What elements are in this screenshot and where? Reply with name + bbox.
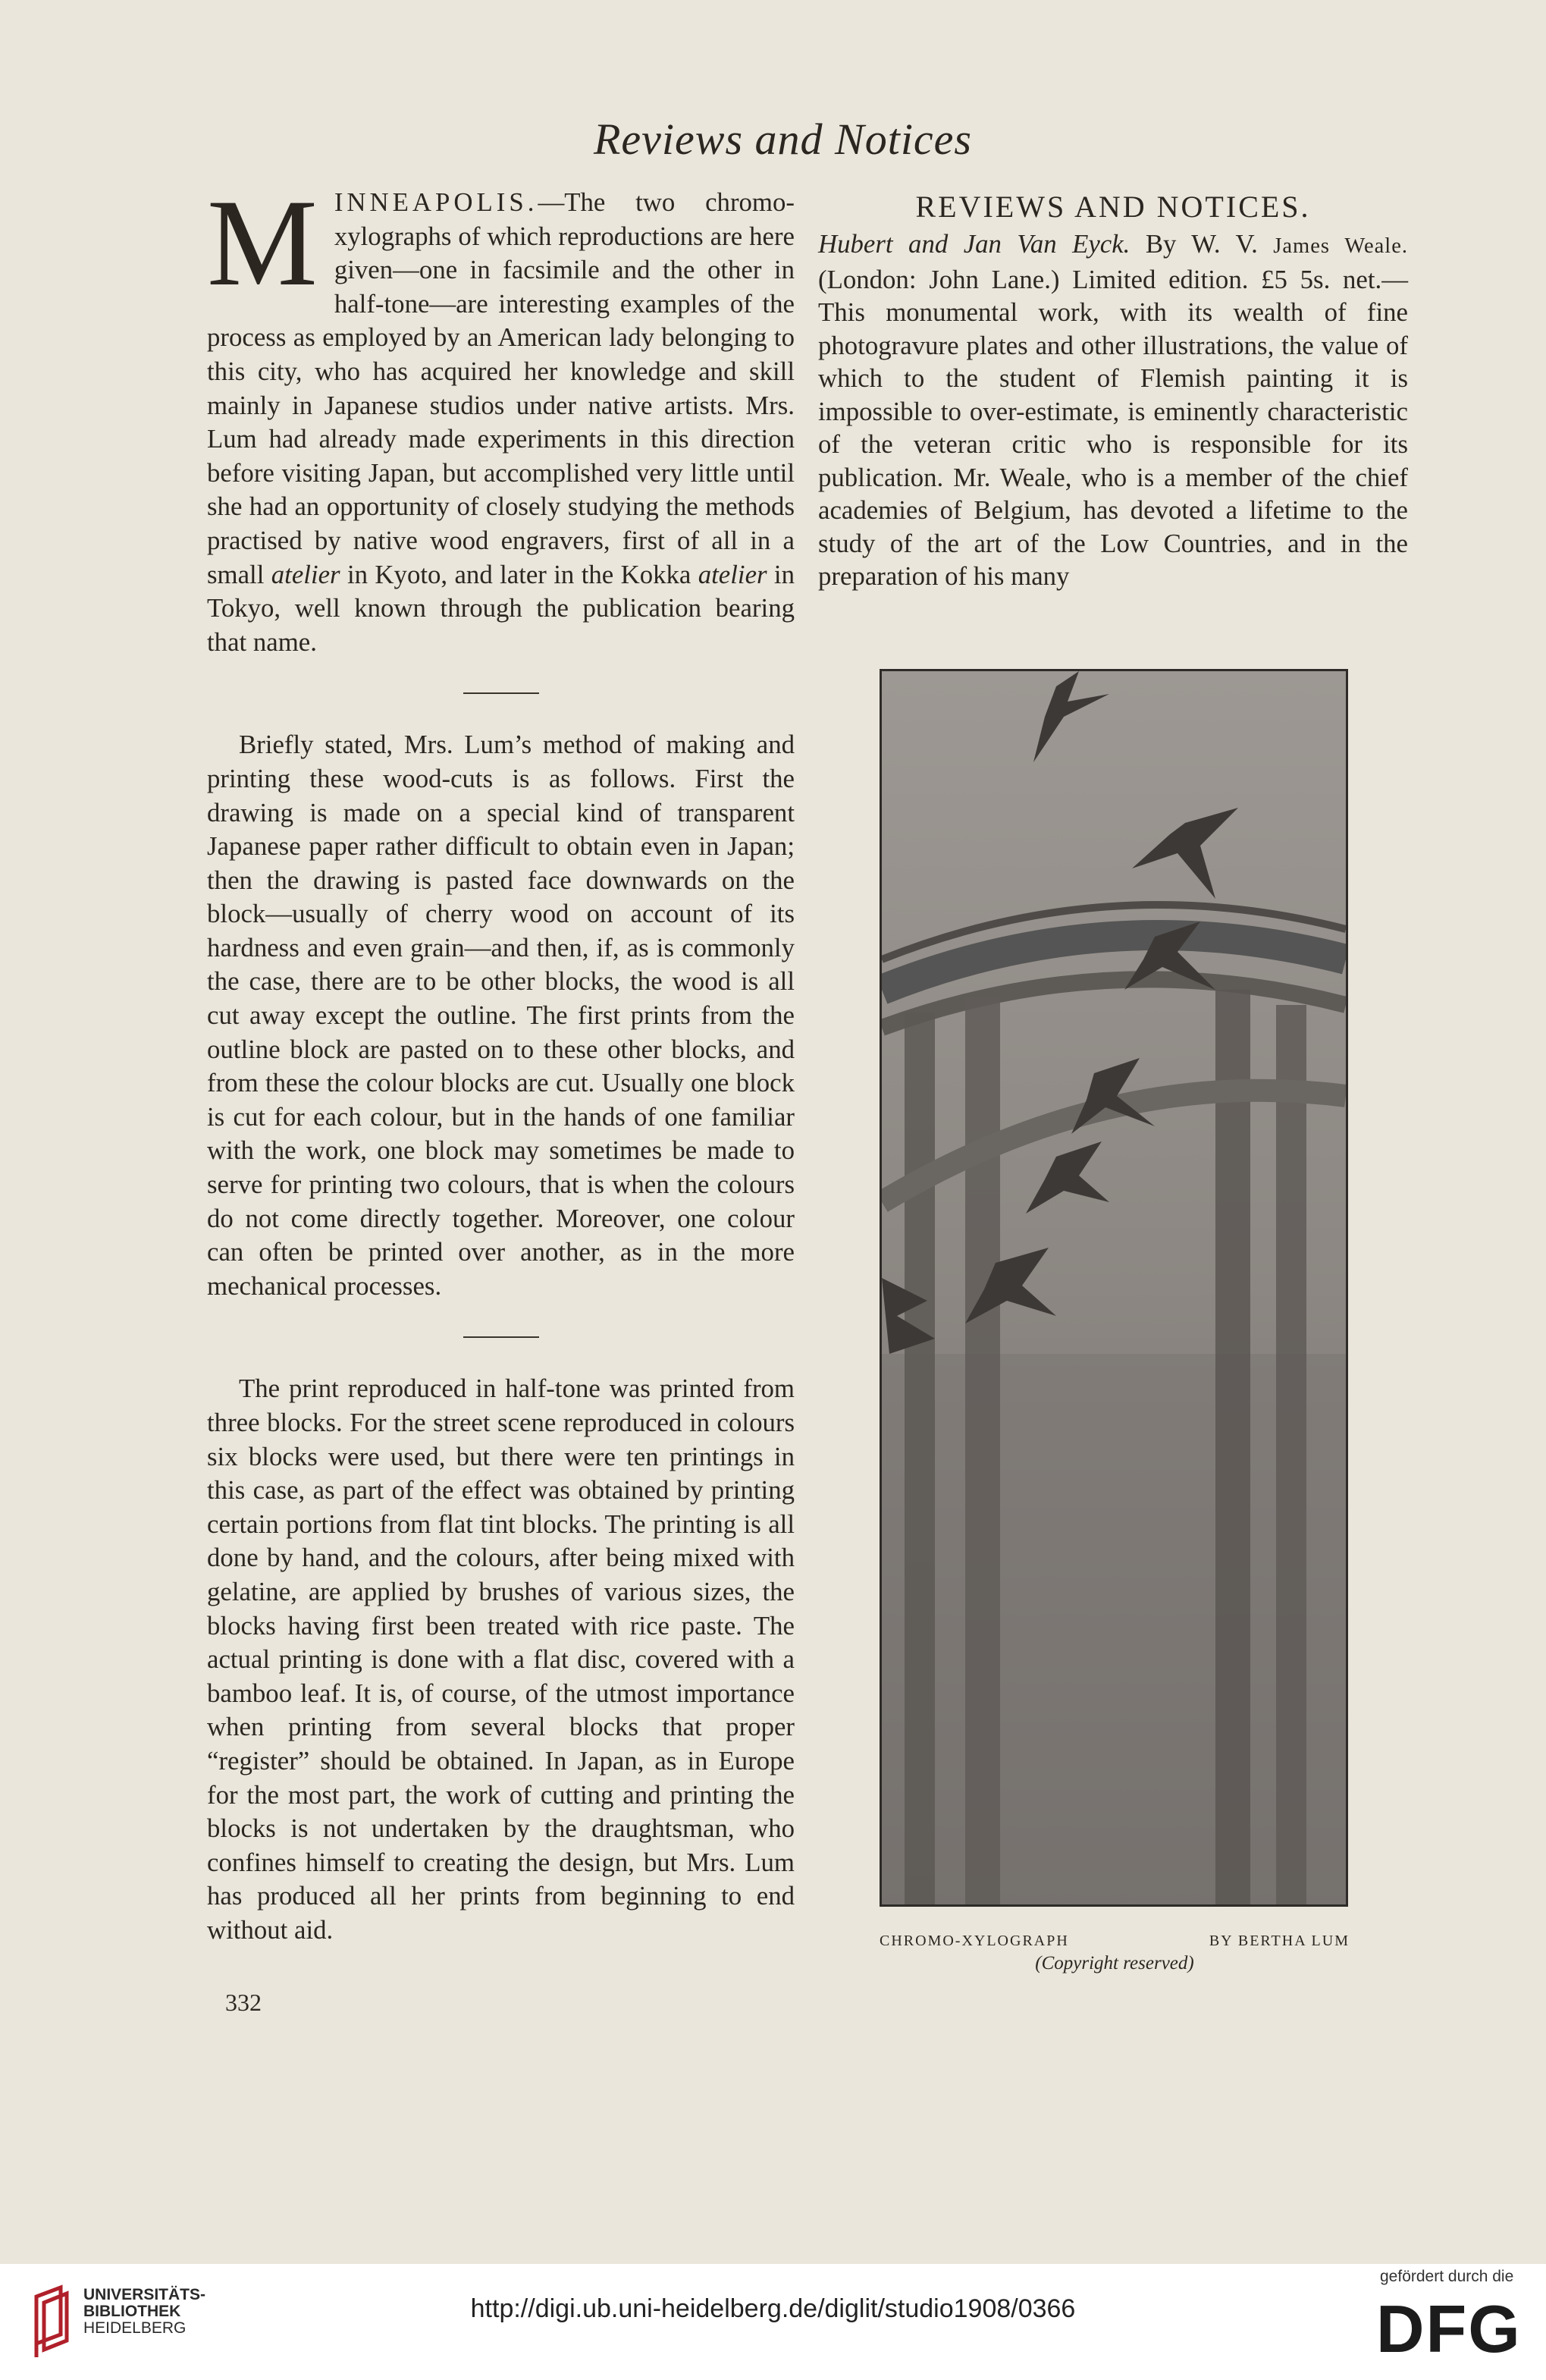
paragraph-3: The print reproduced in half-tone was printed from three blocks. For the street scene reproduced in colours six blocks were used, but there were ten printings in this case, as part of the effect was obtained by printing certain portions from flat tint blocks. The printing is all done by hand, and the colours, after being mixed with gelatine, are applied by brushes of various sizes, the blocks having first been treated with rice paste. The actual printing is done with a flat disc, covered with a bamboo leaf. It is, of course, of the utmost importance when printing from several blocks that proper “register” should be obtained. In Japan, as in Europe for the most part, the work of cutting and printing the blocks is not undertaken by the draughtsman, who confines himself to creating the design, but Mrs. Lum has produced all her prints from beginning to end without aid. <box>207 1374 795 1945</box>
caption-copyright: (Copyright reserved) <box>1035 1953 1194 1973</box>
left-column <box>207 174 795 1948</box>
right-column <box>818 186 1408 593</box>
section-divider <box>463 1336 539 1338</box>
paragraph-2: Briefly stated, Mrs. Lum’s method of making and printing these wood-cuts is as follows. First the drawing is made on a special kind of transparent Japanese paper rather difficult to obtain even in Japan; then the drawing is pasted face downwards on the block—usually of cherry wood on account of its hardness and even grain—and then, if, as is commonly the case, there are to be other blocks, the wood is all cut away except the outline. The first prints from the outline block are pasted on to these other blocks, and from these the colour blocks are cut. Usually one block is cut for each colour, but in the hands of one familiar with the work, one block may sometimes be made to serve for printing two colours, that is when the colours do not come directly together. Moreover, one colour can often be printed over another, as in the more mechanical processes. <box>207 730 795 1301</box>
drop-cap: M <box>207 174 318 312</box>
dfg-logo: DFG <box>1376 2291 1522 2366</box>
italic-atelier-2: atelier <box>698 559 767 589</box>
funding-note: gefördert durch die <box>1380 2268 1514 2285</box>
running-head: Reviews and Notices <box>593 115 972 164</box>
intro-caps: INNEAPOLIS. <box>334 187 538 217</box>
review-text: —This monumental work, with its wealth of fine photogravure plates and other illustrations, the value of which to the student of Flemish painting it is impossible to over-estimate, is eminently characteristic of the veteran critic who is responsible for its publication. Mr. Weale, who is a member of the chief academies of Belgium, has devoted a lifetime to the study of the art of the Low Countries, and in the preparation of his many <box>818 264 1409 591</box>
library-name-line3: HEIDELBERG <box>83 2319 187 2337</box>
library-name-line1: UNIVERSITÄTS- <box>83 2286 206 2303</box>
chromo-xylograph-plate <box>880 669 1348 1907</box>
section-divider <box>463 692 539 694</box>
book-title: Hubert and Jan Van Eyck. <box>818 229 1130 259</box>
caption-right: BY BERTHA LUM <box>1209 1933 1350 1949</box>
paragraph-1 <box>207 174 795 659</box>
review-by: By W. V. <box>1130 229 1274 259</box>
source-url-link[interactable]: http://digi.ub.uni-heidelberg.de/diglit/studio1908/0366 <box>470 2294 1076 2323</box>
page-number: 332 <box>225 1989 262 2016</box>
caption-left: CHROMO-XYLOGRAPH <box>880 1933 1069 1949</box>
library-name-line2: BIBLIOTHEK <box>83 2303 181 2320</box>
paragraph-1-mid: in Kyoto, and later in the Kokka <box>340 559 698 589</box>
section-heading: REVIEWS AND NOTICES. <box>915 190 1311 224</box>
review-paragraph <box>818 228 1408 593</box>
review-price: £5 5s. net. <box>1261 264 1382 294</box>
italic-atelier-1: atelier <box>271 559 340 589</box>
paragraph-1-text: —The two chromoxylographs of which reproductions are here given—one in facsimile and the other in half-tone—are interesting examples of the process as employed by an American lady belonging to this city, who has acquired her knowledge and skill mainly in Japanese studios under native artists. Mrs. Lum had already made experiments in this direction before visiting Japan, but accomplished very little until she had an opportunity of closely studying the methods practised by native wood engravers, first of all in a small <box>207 187 795 589</box>
review-publisher: (London: John Lane.) Limited edition. <box>818 264 1262 294</box>
review-author: James Weale. <box>1273 234 1409 258</box>
swallows-bridge-illustration <box>882 671 1346 1904</box>
paragraph-1-end: in Tokyo, well known through the publication bearing that name. <box>207 559 795 657</box>
